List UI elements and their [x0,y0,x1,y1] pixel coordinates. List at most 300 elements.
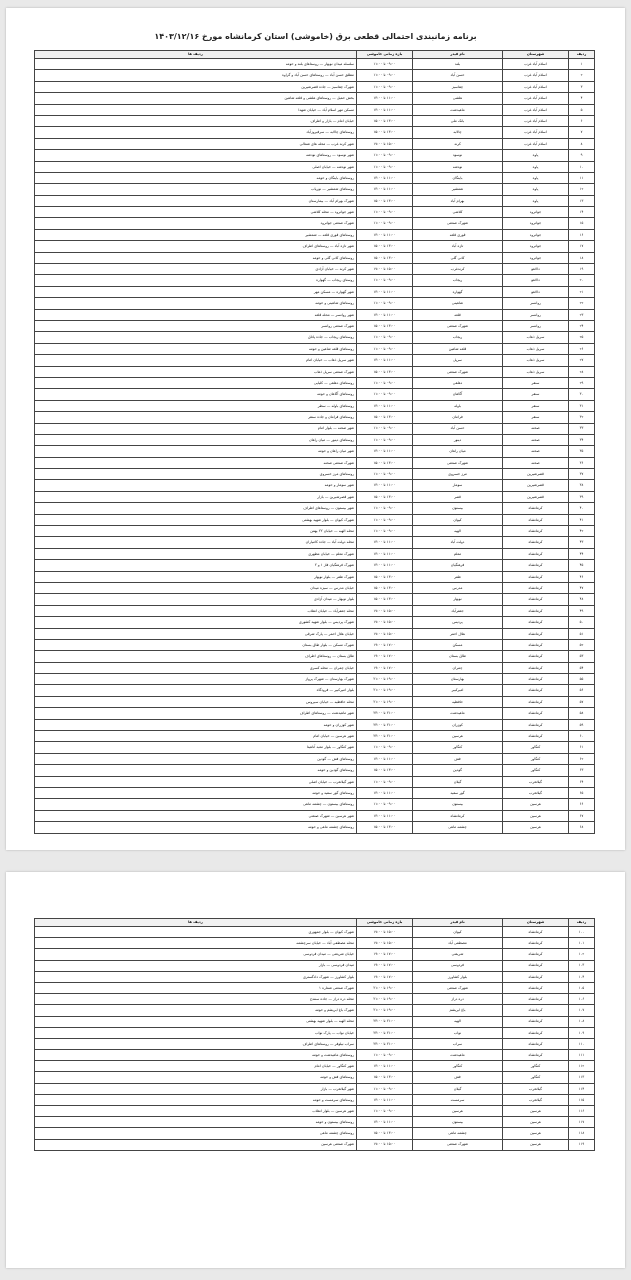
time-window-cell: ۱۳:۰۰ تا ۱۵:۰۰ [357,127,413,138]
row-number: ۲۵ [569,332,595,343]
county-cell: جوانرود [503,218,569,229]
table-row [35,172,595,183]
table-row [35,776,595,787]
areas-cell: روستاهای دینور — میان راهان [35,434,357,445]
areas-cell: روستاهای باوله — سطر [35,400,357,411]
time-window-cell: ۱۳:۰۰ تا ۱۵:۰۰ [357,571,413,582]
areas-cell: روستاهای شمشیر — نوریاب [35,184,357,195]
county-cell: جوانرود [503,241,569,252]
county-cell: کرمانشاه [503,927,569,938]
county-cell: روانسر [503,298,569,309]
areas-cell: شهرک صنعتی صحنه [35,457,357,468]
areas-cell: روستاهای کانی گلی و حومه [35,252,357,263]
table-row [35,150,595,161]
areas-cell: شهر قصرشیرین — بازار [35,491,357,502]
county-cell: سنقر [503,389,569,400]
row-number: ۵۷ [569,696,595,707]
feeder-cell: تازه آباد [413,241,503,252]
table-row [35,400,595,411]
county-cell: هرسین [503,1106,569,1117]
areas-cell: خیابان شریعتی — میدان فردوسی [35,949,357,960]
feeder-cell: چمران [413,662,503,673]
areas-cell: شهر گیلانغرب — خیابان اصلی [35,776,357,787]
areas-cell: شهرک صنعتی هرسین [35,1139,357,1150]
feeder-cell: کنگاور [413,742,503,753]
county-cell: کرمانشاه [503,982,569,993]
areas-cell: روستاهای گور سفید و حومه [35,788,357,799]
time-window-cell: ۱۷:۰۰ تا ۱۹:۰۰ [357,651,413,662]
county-cell: اسلام آباد غرب [503,138,569,149]
row-number: ۱۰۸ [569,1016,595,1027]
county-cell: جوانرود [503,207,569,218]
feeder-cell: چشمه ماهی [413,1128,503,1139]
feeder-cell: مصطفی آباد [413,938,503,949]
time-window-cell: ۱۱:۰۰ تا ۱۳:۰۰ [357,1061,413,1072]
table-row [35,1016,595,1027]
schedule-table-continued [34,918,595,1151]
row-number: ۵ [569,104,595,115]
table-row [35,949,595,960]
county-cell: کرمانشاه [503,503,569,514]
time-window-cell: ۲۱:۰۰ تا ۲۳:۰۰ [357,1016,413,1027]
row-number: ۳۳ [569,423,595,434]
feeder-cell: ماهیدشت [413,1050,503,1061]
areas-cell: شهر سومار و حومه [35,480,357,491]
row-number: ۳ [569,81,595,92]
row-number: ۶۸ [569,822,595,833]
areas-cell: شهر نوسود — روستاهای نودشه [35,150,357,161]
areas-cell: محله حافظیه — خیابان سیروس [35,696,357,707]
areas-cell: روستاهای بیستون و حومه [35,1117,357,1128]
feeder-cell: نوسود [413,150,503,161]
table-row [35,742,595,753]
areas-cell: شهرک بهرام آباد — بیمارستان [35,195,357,206]
document-page-2 [6,872,625,1268]
time-window-cell: ۱۱:۰۰ تا ۱۳:۰۰ [357,309,413,320]
table-row [35,264,595,275]
feeder-cell: بلند [413,59,503,70]
row-number: ۱۱۱ [569,1050,595,1061]
time-window-cell: ۱۱:۰۰ تا ۱۳:۰۰ [357,355,413,366]
county-cell: قصرشیرین [503,491,569,502]
feeder-cell: ریجاب [413,275,503,286]
areas-cell: شهر گهواره — مسکن مهر [35,286,357,297]
county-cell: کرمانشاه [503,605,569,616]
areas-cell: روستاهای سرمست و حومه [35,1094,357,1105]
row-number: ۲۰ [569,275,595,286]
table-row [35,662,595,673]
areas-cell: روستاهای مرز خسروی [35,469,357,480]
areas-cell: شهر کنگاور — خیابان امام [35,1061,357,1072]
county-cell: کرمانشاه [503,582,569,593]
table-row [35,571,595,582]
county-cell: کرمانشاه [503,949,569,960]
time-window-cell: ۲۱:۰۰ تا ۲۳:۰۰ [357,1038,413,1049]
page-title: برنامه زمانبندی احتمالی قطعی برق (خاموشی) استان کرمانشاه مورخ ۱۴۰۳/۱۲/۱۶ [154,32,477,41]
feeder-cell: نواب [413,1027,503,1038]
time-window-cell: ۱۱:۰۰ تا ۱۳:۰۰ [357,480,413,491]
table-row [35,1038,595,1049]
areas-cell: روستاهای آگاهان و حومه [35,389,357,400]
areas-cell: خیابان مدرس — سبزه میدان [35,582,357,593]
feeder-cell: طاق بستان [413,651,503,662]
feeder-cell: بلوار کشاورز [413,971,503,982]
county-cell: اسلام آباد غرب [503,81,569,92]
areas-cell: شهرک چقاسبز — جاده قصرشیرین [35,81,357,92]
table-row [35,639,595,650]
county-cell: دالاهو [503,264,569,275]
areas-cell: روستاهای قلعه شاهین و حومه [35,343,357,354]
areas-cell: محله دولت آباد — جاده کامیاران [35,537,357,548]
feeder-cell: شهرک صنعتی [413,457,503,468]
row-number: ۲۱ [569,286,595,297]
feeder-cell: هرسین [413,1106,503,1117]
row-number: ۶۵ [569,788,595,799]
county-cell: کرمانشاه [503,639,569,650]
row-number: ۸ [569,138,595,149]
areas-cell: طاق بستان — روستاهای اطراف [35,651,357,662]
row-number: ۱۰۶ [569,994,595,1005]
table-row [35,765,595,776]
row-number: ۱۱۰ [569,1038,595,1049]
table-row [35,377,595,388]
row-number: ۱۱ [569,172,595,183]
feeder-cell: بهارستان [413,674,503,685]
areas-cell: خیابان هلال احمر — پارک شرقی [35,628,357,639]
table-row [35,195,595,206]
time-window-cell: ۱۵:۰۰ تا ۱۷:۰۰ [357,617,413,628]
county-cell: اسلام آباد غرب [503,59,569,70]
areas-cell: روستاهای گودین و حومه [35,765,357,776]
time-window-cell: ۱۱:۰۰ تا ۱۳:۰۰ [357,810,413,821]
table-row [35,1139,595,1150]
table-row [35,275,595,286]
row-number: ۶۳ [569,765,595,776]
county-cell: روانسر [503,320,569,331]
areas-cell: محله الهیه — خیابان ۲۲ بهمن [35,526,357,537]
county-cell: کنگاور [503,765,569,776]
row-number: ۲۸ [569,366,595,377]
header-areas: ردیف ها [35,919,357,927]
feeder-cell: گهواره [413,286,503,297]
header-time-window: بازه زمانی خاموشی [357,51,413,59]
county-cell: پاوه [503,161,569,172]
table-row [35,628,595,639]
row-number: ۴۵ [569,560,595,571]
time-window-cell: ۱۳:۰۰ تا ۱۵:۰۰ [357,822,413,833]
time-window-cell: ۱۱:۰۰ تا ۱۳:۰۰ [357,446,413,457]
areas-cell: بخش حمیل — روستاهای هلشی و قلعه شاهین [35,93,357,104]
time-window-cell: ۰۹:۰۰ تا ۱۱:۰۰ [357,343,413,354]
table-row [35,503,595,514]
table-row [35,708,595,719]
areas-cell: شهرک ظفر — بلوار نوبهار [35,571,357,582]
time-window-cell: ۱۳:۰۰ تا ۱۵:۰۰ [357,115,413,126]
row-number: ۳۹ [569,491,595,502]
row-number: ۱۱۵ [569,1094,595,1105]
feeder-cell: ظفر [413,571,503,582]
schedule-table-body [35,927,595,1151]
county-cell: کرمانشاه [503,1027,569,1038]
table-row [35,127,595,138]
row-number: ۱۴ [569,207,595,218]
county-cell: اسلام آباد غرب [503,104,569,115]
time-window-cell: ۱۳:۰۰ تا ۱۵:۰۰ [357,594,413,605]
areas-cell: روستاهای ماهیدشت و حومه [35,1050,357,1061]
feeder-cell: کرمانشاه [413,810,503,821]
areas-cell: میدان فردوسی — بازار [35,960,357,971]
table-row [35,491,595,502]
row-number: ۶۲ [569,753,595,764]
row-number: ۵۶ [569,685,595,696]
row-number: ۴۰ [569,503,595,514]
table-row [35,286,595,297]
areas-cell: خیابان نواب — پارک نواب [35,1027,357,1038]
table-row [35,960,595,971]
areas-cell: مسکن مهر اسلام آباد — خیابان شهدا [35,104,357,115]
county-cell: پاوه [503,184,569,195]
table-row [35,366,595,377]
row-number: ۱۲ [569,184,595,195]
table-row [35,469,595,480]
table-row [35,788,595,799]
row-number: ۵۴ [569,662,595,673]
row-number: ۳۶ [569,457,595,468]
table-row [35,104,595,115]
table-row [35,537,595,548]
time-window-cell: ۱۵:۰۰ تا ۱۷:۰۰ [357,938,413,949]
row-number: ۴۹ [569,605,595,616]
feeder-cell: فرهنگیان [413,560,503,571]
table-row [35,59,595,70]
county-cell: هرسین [503,1128,569,1139]
areas-cell: شهر نودشه — خیابان اصلی [35,161,357,172]
areas-cell: سلسله میدان نوبهار — روستاهای بلند و حومه [35,59,357,70]
table-row [35,605,595,616]
row-number: ۱۰۷ [569,1005,595,1016]
feeder-cell: فردوسی [413,960,503,971]
feeder-cell: کیوان [413,514,503,525]
table-row [35,1072,595,1083]
row-number: ۳۷ [569,469,595,480]
time-window-cell: ۱۳:۰۰ تا ۱۵:۰۰ [357,241,413,252]
row-number: ۶۴ [569,776,595,787]
table-row [35,389,595,400]
row-number: ۱۶ [569,229,595,240]
table-row [35,298,595,309]
row-number: ۱۰۱ [569,938,595,949]
time-window-cell: ۰۹:۰۰ تا ۱۱:۰۰ [357,218,413,229]
document-page-1 [6,8,625,850]
table-row [35,320,595,331]
areas-cell: شهرک فرهنگیان فاز ۱ و ۲ [35,560,357,571]
row-number: ۳۴ [569,434,595,445]
time-window-cell: ۱۳:۰۰ تا ۱۵:۰۰ [357,765,413,776]
row-number: ۱۱۹ [569,1139,595,1150]
row-number: ۱۷ [569,241,595,252]
areas-cell: محله مصطفی آباد — خیابان سرچشمه [35,938,357,949]
feeder-cell: کرندغرب [413,264,503,275]
feeder-cell: ریجاب [413,332,503,343]
row-number: ۲۲ [569,298,595,309]
time-window-cell: ۱۱:۰۰ تا ۱۳:۰۰ [357,172,413,183]
areas-cell: روستاهای چالابه — سرفیروزآباد [35,127,357,138]
row-number: ۱۰۳ [569,960,595,971]
feeder-cell: گیلان [413,1083,503,1094]
table-row [35,1106,595,1117]
time-window-cell: ۱۳:۰۰ تا ۱۵:۰۰ [357,412,413,423]
table-row [35,241,595,252]
table-row [35,229,595,240]
county-cell: جوانرود [503,229,569,240]
feeder-cell: کیوان [413,927,503,938]
feeder-cell: مدرس [413,582,503,593]
row-number: ۱ [569,59,595,70]
header-county: شهرستان [503,51,569,59]
county-cell: روانسر [503,309,569,320]
county-cell: سرپل ذهاب [503,355,569,366]
areas-cell: خیابان چمران — محله کسری [35,662,357,673]
time-window-cell: ۰۹:۰۰ تا ۱۱:۰۰ [357,207,413,218]
time-window-cell: ۱۳:۰۰ تا ۱۵:۰۰ [357,1128,413,1139]
table-row [35,1050,595,1061]
header-county: شهرستان [503,919,569,927]
header-row-number: ردیف [569,51,595,59]
feeder-cell: قصر [413,491,503,502]
time-window-cell: ۱۵:۰۰ تا ۱۷:۰۰ [357,264,413,275]
time-window-cell: ۱۷:۰۰ تا ۱۹:۰۰ [357,949,413,960]
feeder-cell: شهرک صنعتی [413,1139,503,1150]
table-row [35,548,595,559]
feeder-cell: هلال احمر [413,628,503,639]
time-window-cell: ۱۳:۰۰ تا ۱۵:۰۰ [357,1072,413,1083]
county-cell: صحنه [503,423,569,434]
feeder-cell: شمشیر [413,184,503,195]
time-window-cell: ۱۱:۰۰ تا ۱۳:۰۰ [357,93,413,104]
feeder-cell: چقاسبز [413,81,503,92]
row-number: ۵۳ [569,651,595,662]
county-cell: کرمانشاه [503,526,569,537]
county-cell: پاوه [503,150,569,161]
row-number: ۲۳ [569,309,595,320]
areas-cell: سراب نیلوفر — روستاهای اطراف [35,1038,357,1049]
county-cell: کرمانشاه [503,560,569,571]
table-row [35,1117,595,1128]
areas-cell: روستاهای قوری قلعه — شمشیر [35,229,357,240]
row-number: ۲۹ [569,377,595,388]
feeder-cell: شریعتی [413,949,503,960]
areas-cell: شهر هرسین — خیابان امام [35,731,357,742]
county-cell: سرپل ذهاب [503,332,569,343]
row-number: ۲ [569,70,595,81]
time-window-cell: ۱۳:۰۰ تا ۱۵:۰۰ [357,252,413,263]
time-window-cell: ۱۵:۰۰ تا ۱۷:۰۰ [357,138,413,149]
time-window-cell: ۱۹:۰۰ تا ۲۱:۰۰ [357,685,413,696]
county-cell: کرمانشاه [503,1005,569,1016]
areas-cell: شهرک صنعتی شماره ۱ [35,982,357,993]
time-window-cell: ۱۵:۰۰ تا ۱۷:۰۰ [357,628,413,639]
time-window-cell: ۱۳:۰۰ تا ۱۵:۰۰ [357,491,413,502]
feeder-cell: میان راهان [413,446,503,457]
row-number: ۶۰ [569,731,595,742]
row-number: ۱۰۴ [569,971,595,982]
time-window-cell: ۰۹:۰۰ تا ۱۱:۰۰ [357,514,413,525]
row-number: ۱۰۹ [569,1027,595,1038]
feeder-cell: فش [413,753,503,764]
row-number: ۴۱ [569,514,595,525]
table-row [35,434,595,445]
time-window-cell: ۱۷:۰۰ تا ۱۹:۰۰ [357,971,413,982]
county-cell: کرمانشاه [503,708,569,719]
table-row [35,696,595,707]
row-number: ۱۱۸ [569,1128,595,1139]
row-number: ۳۰ [569,389,595,400]
county-cell: اسلام آباد غرب [503,127,569,138]
time-window-cell: ۱۳:۰۰ تا ۱۵:۰۰ [357,457,413,468]
county-cell: کرمانشاه [503,594,569,605]
time-window-cell: ۱۹:۰۰ تا ۲۱:۰۰ [357,696,413,707]
row-number: ۱۱۲ [569,1061,595,1072]
row-number: ۴۴ [569,548,595,559]
areas-cell: شهر تازه آباد — روستاهای اطراف [35,241,357,252]
table-row [35,252,595,263]
areas-cell: روستاهای فش و حومه [35,1072,357,1083]
areas-cell: بلوار کشاورز — شهرک دادگستری [35,971,357,982]
areas-cell: شهرک صنعتی سرپل ذهاب [35,366,357,377]
row-number: ۵۵ [569,674,595,685]
feeder-cell: پردیس [413,617,503,628]
feeder-cell: سراب [413,1038,503,1049]
row-number: ۵۰ [569,617,595,628]
table-row [35,446,595,457]
areas-cell: روستاهای فش — گودین [35,753,357,764]
time-window-cell: ۱۳:۰۰ تا ۱۵:۰۰ [357,582,413,593]
time-window-cell: ۰۹:۰۰ تا ۱۱:۰۰ [357,799,413,810]
schedule-table [34,50,595,834]
areas-cell: شهر ماهیدشت — روستاهای اطراف [35,708,357,719]
table-row [35,343,595,354]
table-row [35,138,595,149]
time-window-cell: ۰۹:۰۰ تا ۱۱:۰۰ [357,1106,413,1117]
time-window-cell: ۱۹:۰۰ تا ۲۱:۰۰ [357,1005,413,1016]
table-row [35,115,595,126]
county-cell: هرسین [503,799,569,810]
county-cell: کنگاور [503,1072,569,1083]
feeder-cell: دره دراز [413,994,503,1005]
table-row [35,309,595,320]
county-cell: کرمانشاه [503,571,569,582]
time-window-cell: ۱۱:۰۰ تا ۱۳:۰۰ [357,229,413,240]
areas-cell: روستاهای باینگان و حومه [35,172,357,183]
time-window-cell: ۱۱:۰۰ تا ۱۳:۰۰ [357,537,413,548]
row-number: ۱۰ [569,161,595,172]
row-number: ۱۱۳ [569,1072,595,1083]
feeder-cell: کانی گلی [413,252,503,263]
row-number: ۴۳ [569,537,595,548]
county-cell: کرمانشاه [503,651,569,662]
county-cell: گیلانغرب [503,776,569,787]
county-cell: کرمانشاه [503,617,569,628]
areas-cell: شهر گیلانغرب — بازار [35,1083,357,1094]
table-header-row [35,51,595,59]
table-row [35,355,595,366]
table-row [35,423,595,434]
areas-cell: شهر هرسین — شهرک صنعتی [35,810,357,821]
feeder-cell: الهیه [413,526,503,537]
county-cell: سنقر [503,400,569,411]
row-number: ۵۲ [569,639,595,650]
county-cell: پاوه [503,195,569,206]
